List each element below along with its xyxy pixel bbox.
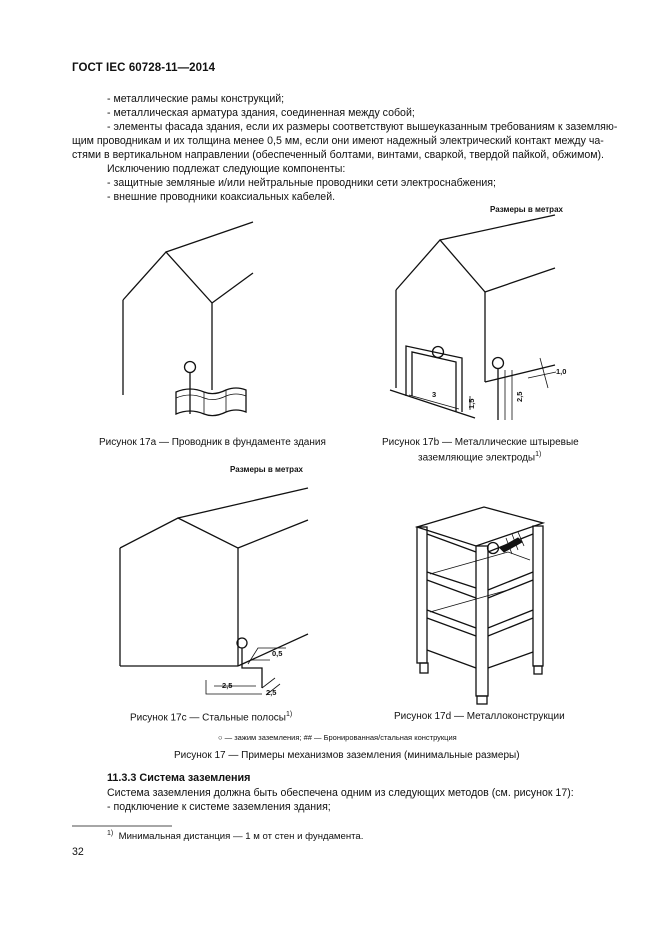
figure-17c-drawing (120, 488, 308, 697)
figure-17-main-caption: Рисунок 17 — Примеры механизмов заземления (минимальные размеры) (174, 750, 520, 761)
footnote-text: Минимальная дистанция — 1 м от стен и фундамента. (118, 831, 364, 843)
section-title: 11.3.3 Система заземления (107, 772, 251, 784)
body-line-8: - внешние проводники коаксиальных кабелей. (107, 191, 336, 203)
caption-17b-line1: Рисунок 17b — Металлические штыревые (382, 437, 579, 448)
body-line-6: Исключению подлежат следующие компоненты: (107, 163, 346, 175)
size-label-17b: Размеры в метрах (490, 205, 563, 214)
dim-b-2-5: 2,5 (515, 391, 524, 402)
figure-legend: ○ — зажим заземления; ## — Бронированная/стальная конструкция (218, 733, 457, 742)
figure-17b-drawing (390, 215, 566, 420)
caption-17d: Рисунок 17d — Металлоконструкции (394, 711, 565, 722)
body-line-7: - защитные земляные и/или нейтральные проводники сети электроснабжения; (107, 177, 496, 189)
caption-17c: Рисунок 17с — Стальные полосы$^{1)}$ (130, 711, 293, 724)
caption-17b-sup: 1) (535, 451, 542, 458)
body-line-4: щим проводникам и их толщина менее 0,5 мм, если они имеют надежный электрический контакт между ча- (72, 135, 604, 147)
dim-b-1-5: 1,5 (467, 398, 476, 409)
section-line-2: - подключение к системе заземления здания; (107, 801, 331, 813)
body-line-5: стями в вертикальном направлении (обеспеченный болтами, винтами, сваркой, твердой пайкой, обжимом). (72, 149, 604, 161)
dim-b-1-0: 1,0 (556, 367, 567, 376)
document-header: ГОСТ IEC 60728-11—2014 (72, 62, 216, 74)
caption-17a: Рисунок 17а — Проводник в фундаменте здания (99, 437, 326, 448)
caption-17b-line2: заземляющие электроды$^{1)}$ (418, 451, 542, 464)
dim-c-0-5: 0,5 (272, 649, 283, 658)
footnote (107, 830, 363, 842)
dim-c-2-5a: 2,5 (222, 681, 233, 690)
figure-17a-drawing (123, 222, 253, 416)
caption-17c-sup: 1) (285, 711, 293, 718)
body-line-1: - металлические рамы конструкций; (107, 93, 285, 105)
section-line-1: Система заземления должна быть обеспечена одним из следующих методов (см. рисунок 17): (107, 787, 574, 799)
page-number: 32 (72, 846, 84, 858)
body-line-3: - элементы фасада здания, если их размеры соответствуют вышеуказанным требованиям к заземляю- (107, 121, 618, 133)
dim-c-2-5b: 2,5 (266, 688, 277, 697)
dim-b-3: 3 (432, 390, 437, 399)
footnote-mark: 1) (107, 830, 114, 837)
figure-17d-drawing (417, 507, 543, 704)
size-label-17c: Размеры в метрах (230, 465, 303, 474)
body-line-2: - металлическая арматура здания, соединенная между собой; (107, 107, 415, 119)
